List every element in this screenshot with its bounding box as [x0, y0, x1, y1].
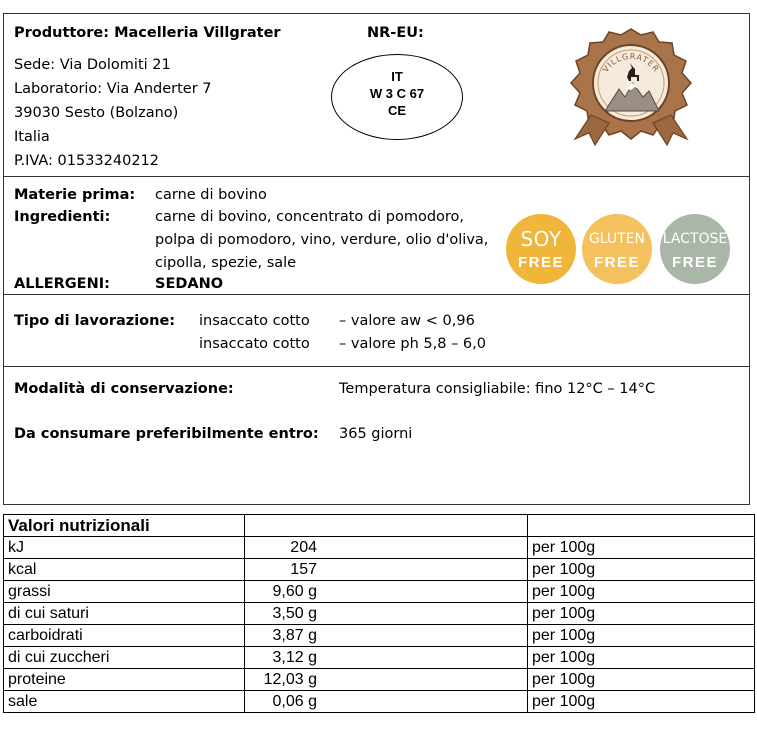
allergens-label: ALLERGENI: — [14, 276, 110, 292]
storage-section — [4, 366, 749, 506]
nutrient-name: proteine — [4, 669, 245, 691]
processing-section — [4, 294, 749, 367]
ingredients-line-3: cipolla, spezie, sale — [155, 255, 297, 271]
eu-stamp-line-2: W 3 C 67 — [369, 86, 425, 101]
nutrient-per: per 100g — [528, 647, 755, 669]
nutrient-value: 0,06 g — [272, 693, 317, 710]
nutrient-value-cell — [245, 559, 528, 581]
nutrition-table — [3, 514, 755, 713]
nutrient-name: kJ — [4, 537, 245, 559]
nutrient-per: per 100g — [528, 691, 755, 713]
producer-city: 39030 Sesto (Bolzano) — [14, 105, 179, 121]
nutrient-value-cell — [245, 625, 528, 647]
nutrient-per: per 100g — [528, 669, 755, 691]
nutrient-value-cell — [245, 669, 528, 691]
table-row — [4, 559, 755, 581]
nutrient-per: per 100g — [528, 559, 755, 581]
table-row — [4, 625, 755, 647]
nutrient-name: di cui zuccheri — [4, 647, 245, 669]
villgrater-logo — [569, 27, 694, 147]
gluten-free-top: GLUTEN — [588, 231, 646, 247]
processing-value-2: – valore ph 5,8 – 6,0 — [339, 336, 486, 352]
soy-free-bottom: FREE — [517, 254, 564, 271]
nutrition-title: Valori nutrizionali — [4, 515, 245, 537]
product-sheet — [3, 13, 750, 505]
lactose-free-bottom: FREE — [671, 254, 718, 271]
nutrient-value: 157 — [290, 561, 317, 578]
composition-section — [4, 176, 749, 295]
soy-free-badge — [506, 214, 576, 284]
nutrient-per: per 100g — [528, 603, 755, 625]
nutrient-value: 12,03 g — [263, 671, 317, 688]
allergens-value: SEDANO — [155, 276, 224, 292]
processing-type-1: insaccato cotto — [199, 313, 310, 329]
producer-name: Produttore: Macelleria Villgrater — [14, 25, 281, 41]
storage-label: Modalità di conservazione: — [14, 381, 234, 397]
table-cell — [528, 515, 755, 537]
eu-stamp-line-1: IT — [391, 69, 403, 84]
ingredients-line-1: carne di bovino, concentrato di pomodoro, — [155, 209, 465, 225]
nutrient-value: 3,87 g — [272, 627, 317, 644]
ingredients-line-2: polpa di pomodoro, vino, verdure, olio d'oliva, — [155, 232, 489, 248]
table-row — [4, 537, 755, 559]
logo-text: VILLGRATER — [600, 51, 662, 75]
nutrient-per: per 100g — [528, 537, 755, 559]
nutrient-name: grassi — [4, 581, 245, 603]
gluten-free-badge — [582, 214, 652, 284]
nutrient-value-cell — [245, 581, 528, 603]
nutrient-per: per 100g — [528, 625, 755, 647]
nutrient-value-cell — [245, 537, 528, 559]
nutrient-name: carboidrati — [4, 625, 245, 647]
lactose-free-top: LACTOSE — [662, 231, 728, 247]
nutrient-value-cell — [245, 691, 528, 713]
nutrient-name: sale — [4, 691, 245, 713]
table-cell — [245, 515, 528, 537]
nutrient-name: kcal — [4, 559, 245, 581]
nutrient-value-cell — [245, 647, 528, 669]
lactose-free-badge — [660, 214, 730, 284]
producer-sede: Sede: Via Dolomiti 21 — [14, 57, 171, 73]
nutrient-value: 3,12 g — [272, 649, 317, 666]
nutrient-name: di cui saturi — [4, 603, 245, 625]
raw-material-value: carne di bovino — [155, 187, 267, 203]
gluten-free-bottom: FREE — [593, 254, 640, 271]
processing-label: Tipo di lavorazione: — [14, 313, 176, 329]
raw-material-label: Materie prima: — [14, 187, 136, 203]
storage-value: Temperatura consigliabile: fino 12°C – 14°C — [339, 381, 656, 397]
nutrient-value: 9,60 g — [272, 583, 317, 600]
producer-lab: Laboratorio: Via Anderter 7 — [14, 81, 212, 97]
best-before-label: Da consumare preferibilmente entro: — [14, 426, 319, 442]
nutrition-header-row — [4, 515, 755, 537]
producer-country: Italia — [14, 129, 50, 145]
table-row — [4, 603, 755, 625]
best-before-value: 365 giorni — [339, 426, 413, 442]
processing-type-2: insaccato cotto — [199, 336, 310, 352]
table-row — [4, 581, 755, 603]
table-row — [4, 691, 755, 713]
table-row — [4, 669, 755, 691]
eu-label: NR-EU: — [367, 25, 424, 41]
nutrient-per: per 100g — [528, 581, 755, 603]
nutrient-value: 3,50 g — [272, 605, 317, 622]
ingredients-label: Ingredienti: — [14, 209, 111, 225]
soy-free-top: SOY — [520, 227, 562, 251]
producer-vat: P.IVA: 01533240212 — [14, 153, 159, 169]
eu-stamp-line-3: CE — [387, 103, 407, 118]
nutrient-value: 204 — [290, 539, 317, 556]
table-row — [4, 647, 755, 669]
nutrient-value-cell — [245, 603, 528, 625]
processing-value-1: – valore aw < 0,96 — [339, 313, 475, 329]
producer-section — [4, 14, 749, 177]
eu-stamp — [331, 54, 463, 140]
